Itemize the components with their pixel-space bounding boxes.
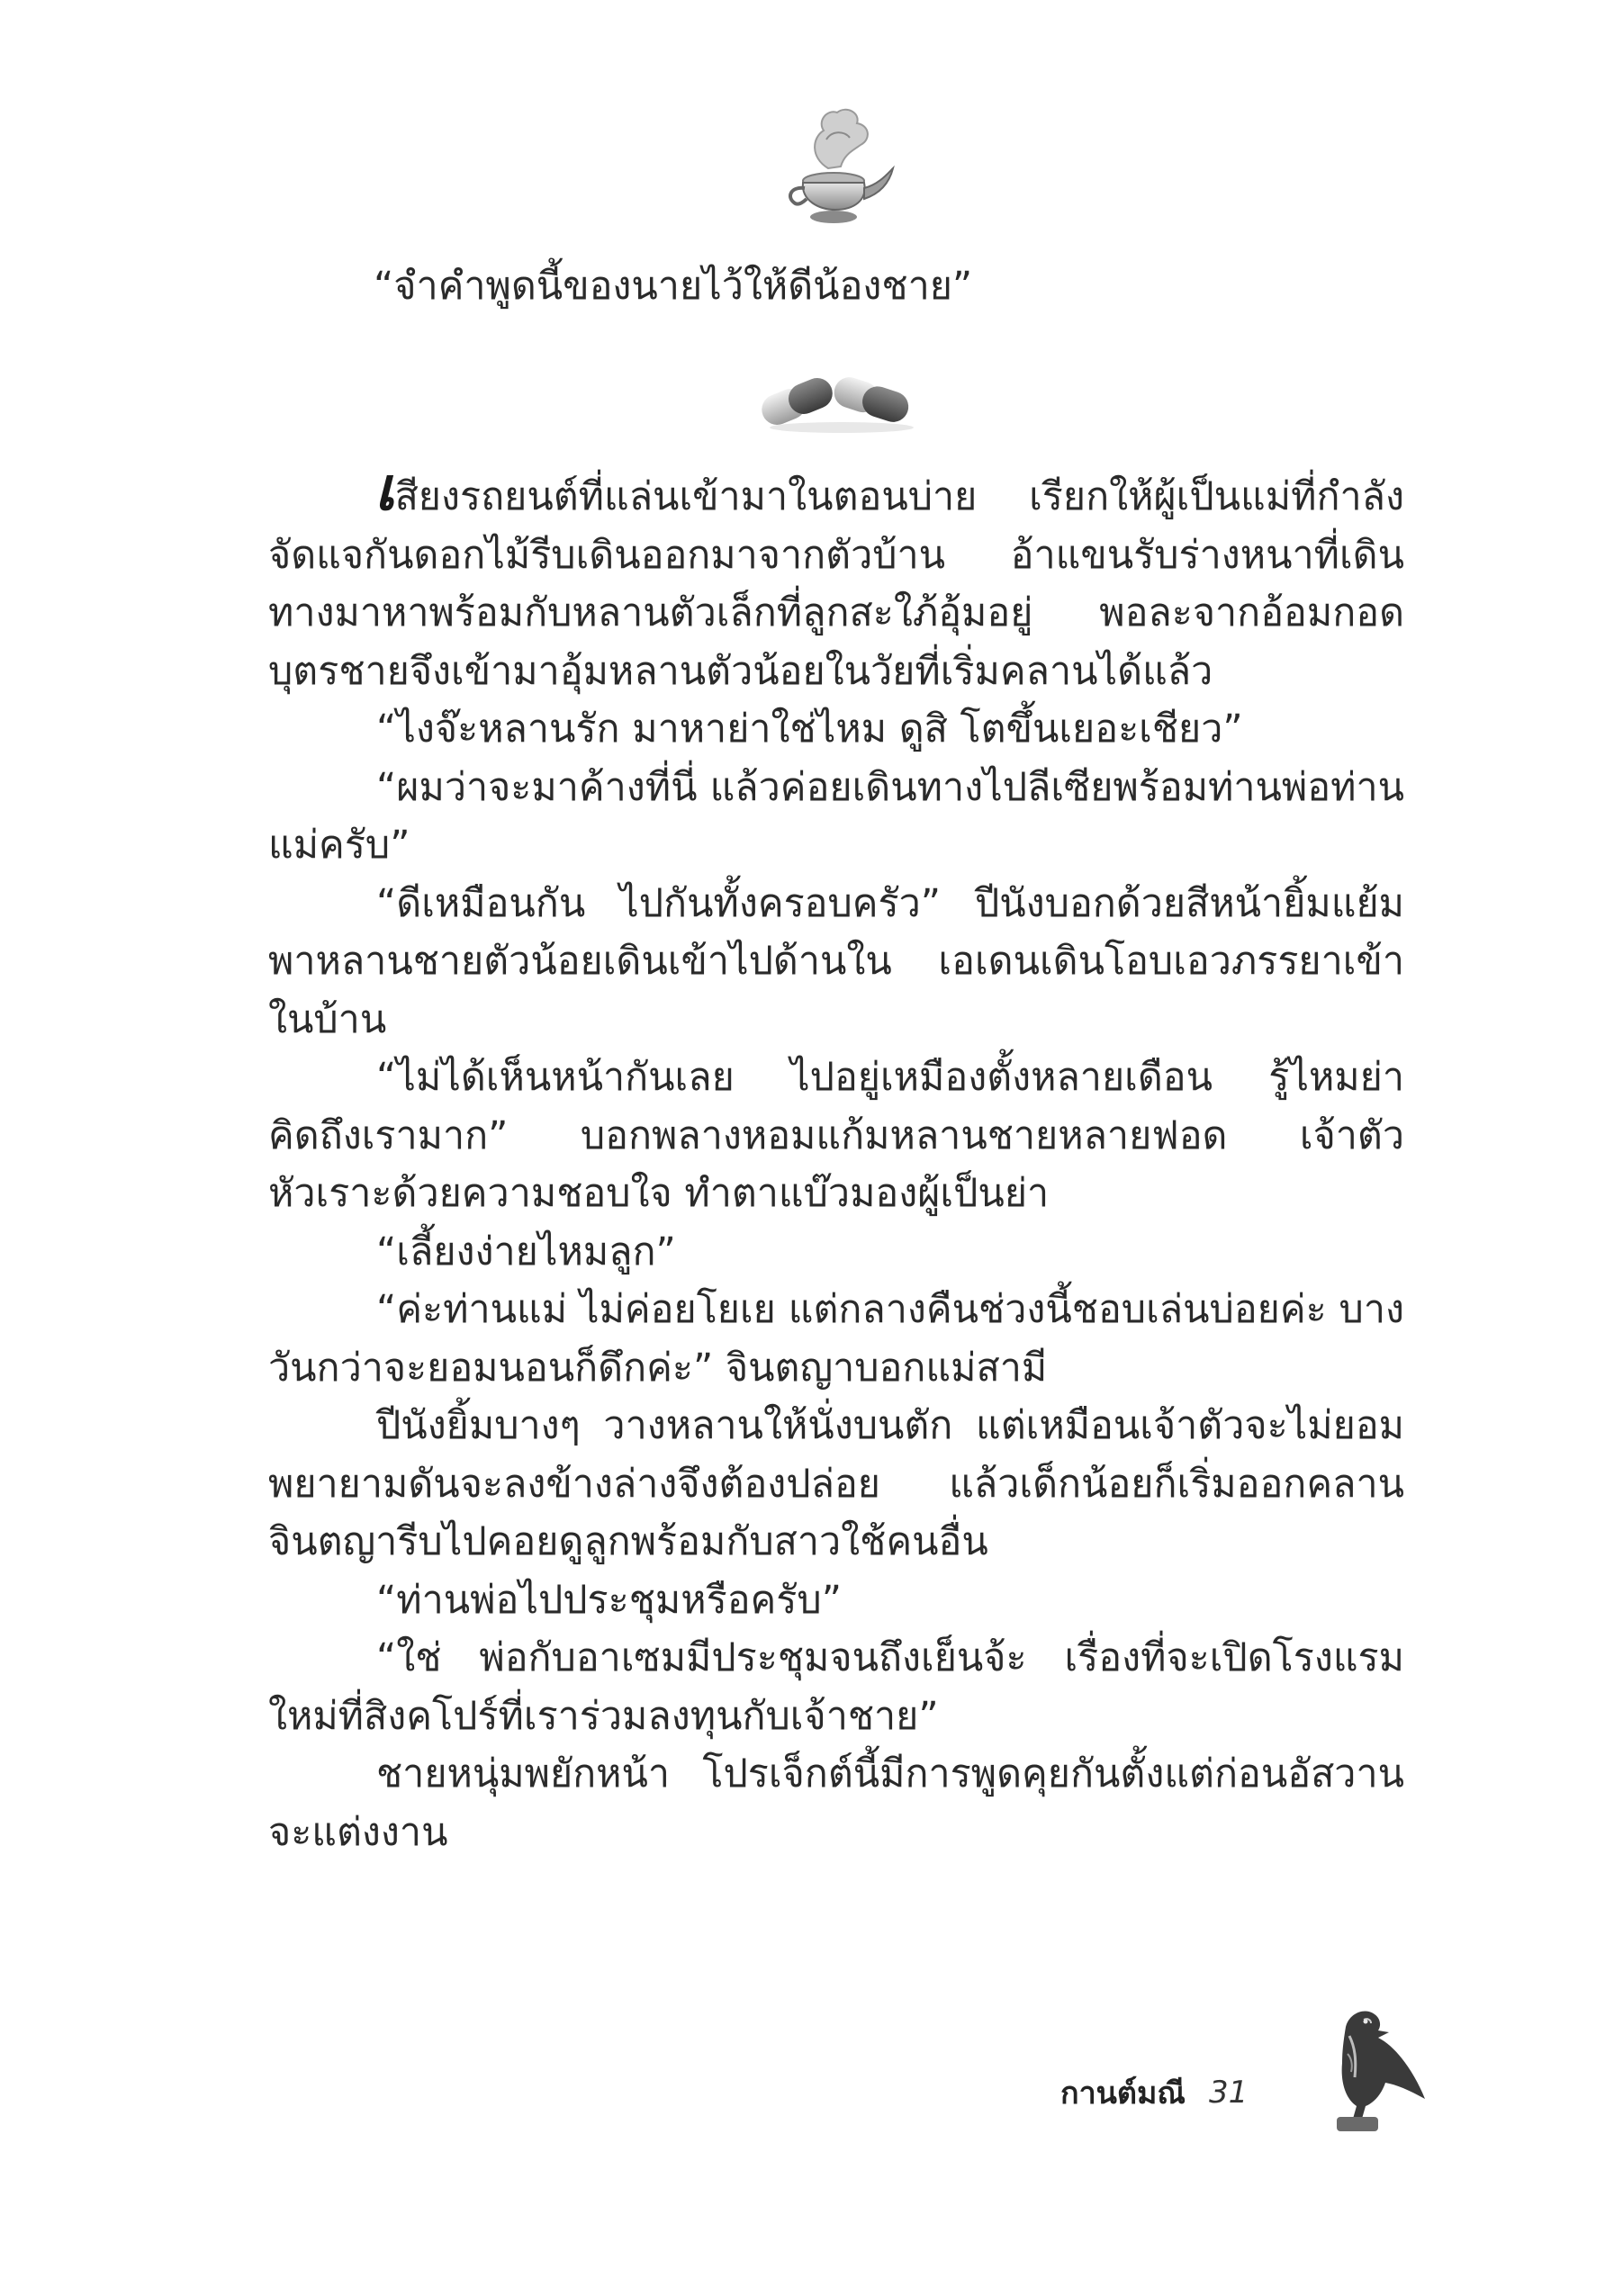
paragraph: “ค่ะท่านแม่ ไม่ค่อยโยเย แต่กลางคืนช่วงนี้ชอบเล่นบ่อยค่ะ บางวันกว่าจะยอมนอนก็ดึกค่ะ” จินตญาบอกแม่สามี (268, 1287, 1404, 1391)
footer-title: กานต์มณี (1060, 2075, 1186, 2111)
paragraph: “ผมว่าจะมาค้างที่นี่ แล้วค่อยเดินทางไปลีเซียพร้อมท่านพ่อท่านแม่ครับ” (268, 764, 1404, 868)
paragraph: “ท่านพ่อไปประชุมหรือครับ” (376, 1577, 842, 1623)
paragraph: “ใช่ พ่อกับอาเซมมีประชุมจนถึงเย็นจ้ะ เรื่องที่จะเปิดโรงแรมใหม่ที่สิงคโปร์ที่เราร่วมลงทุนกับเจ้าชาย” (268, 1635, 1404, 1739)
page-number: 31 (1208, 2075, 1249, 2111)
paragraph: “ดีเหมือนกัน ไปกันทั้งครอบครัว” ปีนังบอกด้วยสีหน้ายิ้มแย้ม พาหลานชายตัวน้อยเดินเข้าไปด้านใน เอเดนเดินโอบเอวภรรยาเข้าในบ้าน (268, 880, 1404, 1042)
paragraph (268, 454, 1404, 700)
paragraph-text: สียงรถยนต์ที่แล่นเข้ามาในตอนบ่าย เรียกให้ผู้เป็นแม่ที่กำลังจัดแจกันดอกไม้รีบเดินออกมาจากตัวบ้าน อ้าแขนรับร่างหนาที่เดินทางมาหาพร้อมกับหลานตัวเล็กที่ลูกสะใภ้อุ้มอยู่ พอละจากอ้อมกอดบุตรชายจึงเข้ามาอุ้มหลานตัวน้อยในวัยที่เริ่มคลานได้แล้ว (268, 474, 1404, 694)
drop-cap: เ (374, 454, 395, 524)
paragraph: “ไม่ได้เห็นหน้ากันเลย ไปอยู่เหมืองตั้งหลายเดือน รู้ไหมย่าคิดถึงเรามาก” บอกพลางหอมแก้มหลานชายหลายฟอด เจ้าตัวหัวเราะด้วยความชอบใจ ทำตาแบ๊วมองผู้เป็นย่า (268, 1055, 1404, 1216)
genie-lamp-icon (774, 104, 896, 230)
paragraph: “เลี้ยงง่ายไหมลูก” (376, 1229, 676, 1274)
story-body (268, 454, 1404, 1861)
paragraph: “ไงจ๊ะหลานรัก มาหาย่าใช่ไหม ดูสิ โตขึ้นเยอะเชียว” (376, 707, 1243, 752)
page-footer (1060, 2068, 1248, 2117)
capsule-pills-icon (752, 356, 932, 437)
opening-quote: “จำคำพูดนี้ของนายไว้ให้ดีน้องชาย” (374, 264, 973, 309)
paragraph: ชายหนุ่มพยักหน้า โปรเจ็กต์นี้มีการพูดคุยกันตั้งแต่ก่อนอัสวานจะแต่งงาน (268, 1751, 1404, 1855)
falcon-icon (1310, 2000, 1427, 2135)
paragraph: ปีนังยิ้มบางๆ วางหลานให้นั่งบนตัก แต่เหมือนเจ้าตัวจะไม่ยอมพยายามดันจะลงข้างล่างจึงต้องปล่อย แล้วเด็กน้อยก็เริ่มออกคลานจินตญารีบไปคอยดูลูกพร้อมกับสาวใช้คนอื่น (268, 1403, 1404, 1564)
